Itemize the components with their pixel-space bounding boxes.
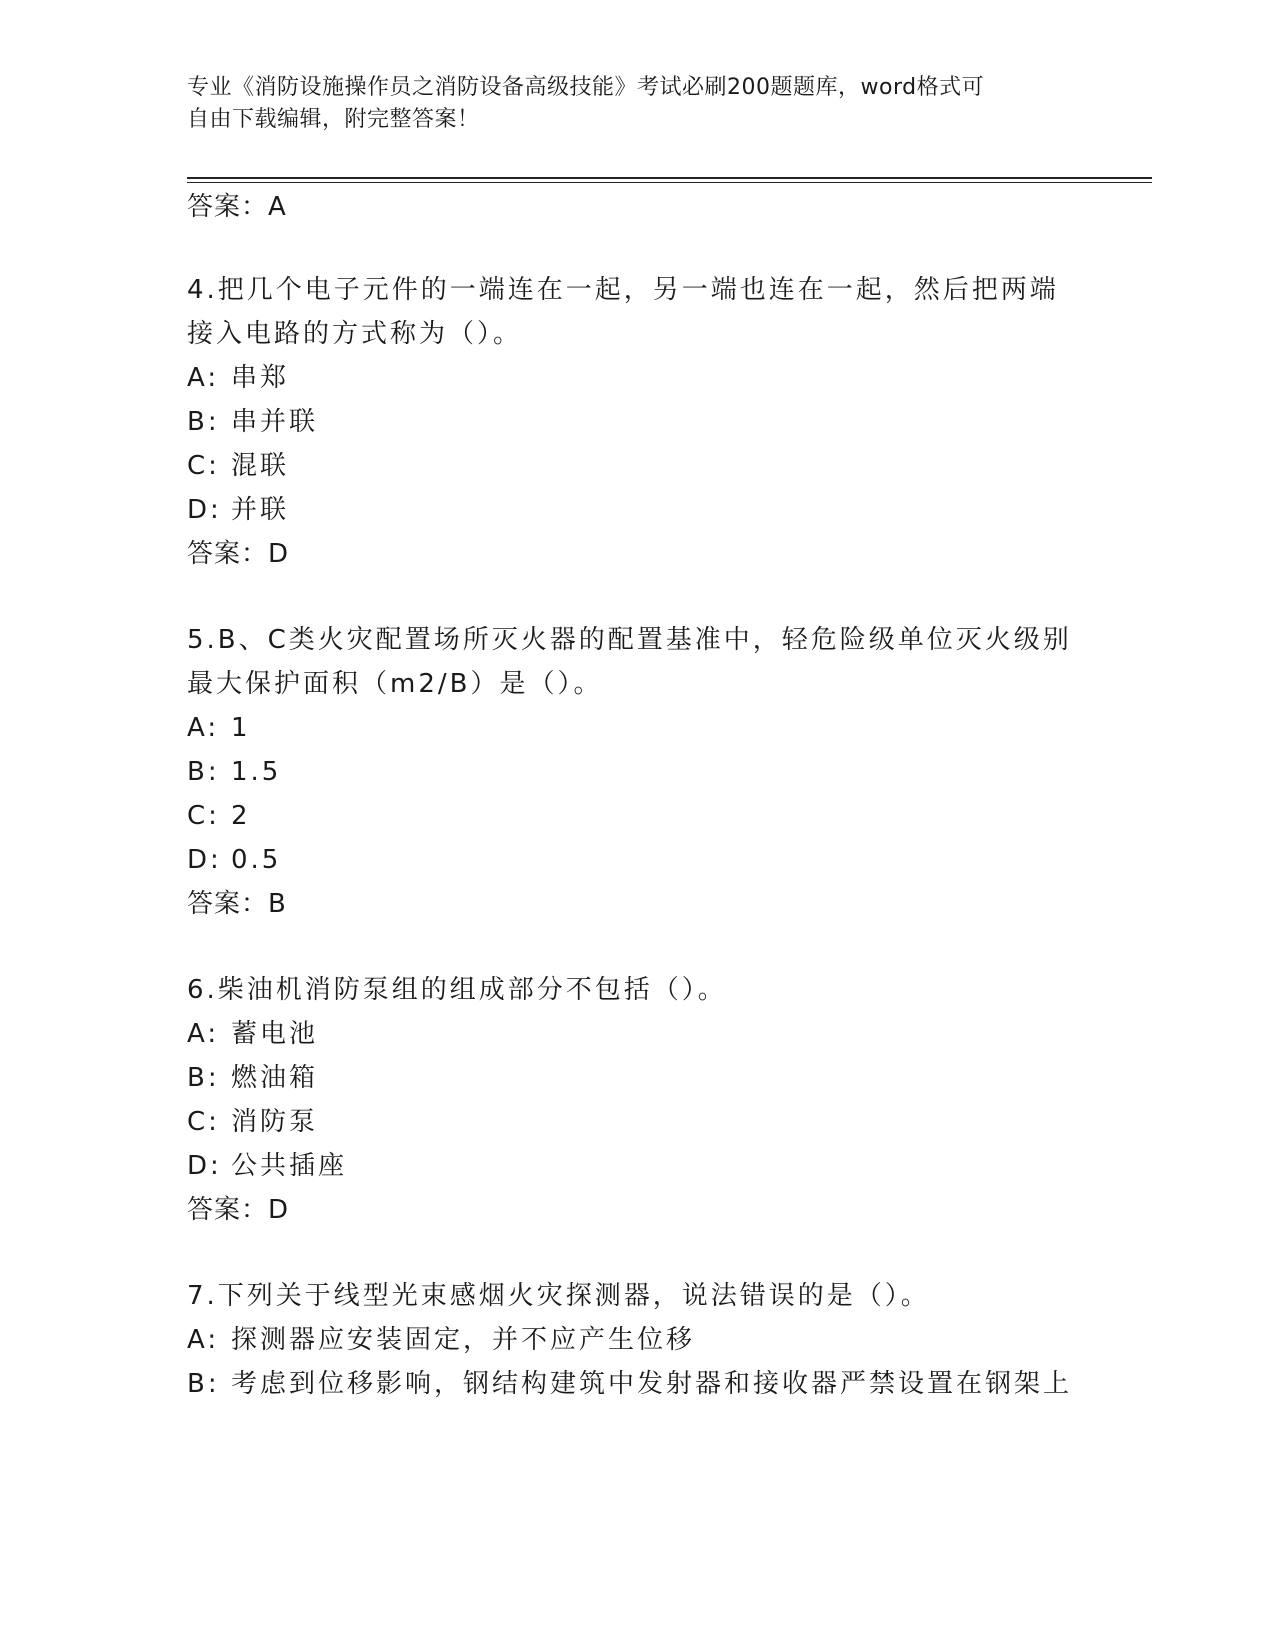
question-6-option-d: [187, 1144, 1127, 1188]
question-7-option-b: [187, 1362, 1127, 1406]
option-text: 蓄电池: [231, 1019, 319, 1049]
option-text: 0.5: [231, 845, 282, 875]
option-letter: A:: [187, 1325, 220, 1355]
question-6-option-c: [187, 1100, 1127, 1144]
question-4-stem-1: 4.把几个电子元件的一端连在一起，另一端也连在一起，然后把两端: [187, 275, 1059, 305]
option-text: 串郑: [231, 363, 290, 393]
question-5-option-c: [187, 794, 1127, 838]
question-4-answer: 答案：D: [187, 539, 290, 569]
option-text: 消防泵: [231, 1107, 319, 1137]
option-letter: B:: [187, 757, 220, 787]
question-6-option-a: [187, 1012, 1127, 1056]
question-4-stem-2: 接入电路的方式称为（）。: [187, 319, 523, 349]
option-letter: B:: [187, 407, 220, 437]
question-6-answer: 答案：D: [187, 1195, 290, 1225]
question-5-option-d: [187, 838, 1127, 882]
option-letter: C:: [187, 451, 220, 481]
option-letter: B:: [187, 1369, 220, 1399]
answer-prev: 答案：A: [187, 192, 287, 222]
option-letter: A:: [187, 713, 220, 743]
question-5-option-a: [187, 706, 1127, 750]
option-letter: C:: [187, 1107, 220, 1137]
question-5-answer: 答案：B: [187, 889, 287, 919]
question-6-stem-1: 6.柴油机消防泵组的组成部分不包括（）。: [187, 975, 727, 1005]
option-text: 2: [231, 801, 251, 831]
question-4-option-c: [187, 444, 1127, 488]
option-letter: A:: [187, 1019, 220, 1049]
option-text: 1.5: [231, 757, 282, 787]
question-4-option-b: [187, 400, 1127, 444]
question-7-option-a: [187, 1318, 1127, 1362]
option-text: 燃油箱: [231, 1063, 319, 1093]
question-4-option-a: [187, 356, 1127, 400]
option-letter: D:: [187, 1151, 222, 1181]
document-header: [187, 72, 1067, 136]
header-line-1: 专业《消防设施操作员之消防设备高级技能》考试必刷200题题库，word格式可: [187, 75, 985, 100]
header-line-2: 自由下载编辑，附完整答案！: [187, 107, 480, 132]
option-text: 并联: [231, 495, 290, 525]
question-4-option-d: [187, 488, 1127, 532]
option-letter: D:: [187, 495, 222, 525]
option-text: 探测器应安装固定，并不应产生位移: [231, 1325, 696, 1355]
option-text: 公共插座: [231, 1151, 348, 1181]
question-5-stem-2: 最大保护面积（m2/B）是（）。: [187, 669, 603, 699]
option-text: 混联: [231, 451, 290, 481]
question-6-option-b: [187, 1056, 1127, 1100]
option-letter: A:: [187, 363, 220, 393]
header-divider-thin: [187, 182, 1152, 183]
question-5-stem-1: 5.B、C类火灾配置场所灭火器的配置基准中，轻危险级单位灭火级别: [187, 625, 1072, 655]
header-divider-thick: [187, 177, 1152, 179]
question-5-option-b: [187, 750, 1127, 794]
option-letter: B:: [187, 1063, 220, 1093]
option-text: 1: [231, 713, 251, 743]
option-text: 串并联: [231, 407, 319, 437]
option-letter: C:: [187, 801, 220, 831]
option-letter: D:: [187, 845, 222, 875]
question-7-stem-1: 7.下列关于线型光束感烟火灾探测器，说法错误的是（）。: [187, 1281, 930, 1311]
option-text: 考虑到位移影响，钢结构建筑中发射器和接收器严禁设置在钢架上: [231, 1369, 1073, 1399]
